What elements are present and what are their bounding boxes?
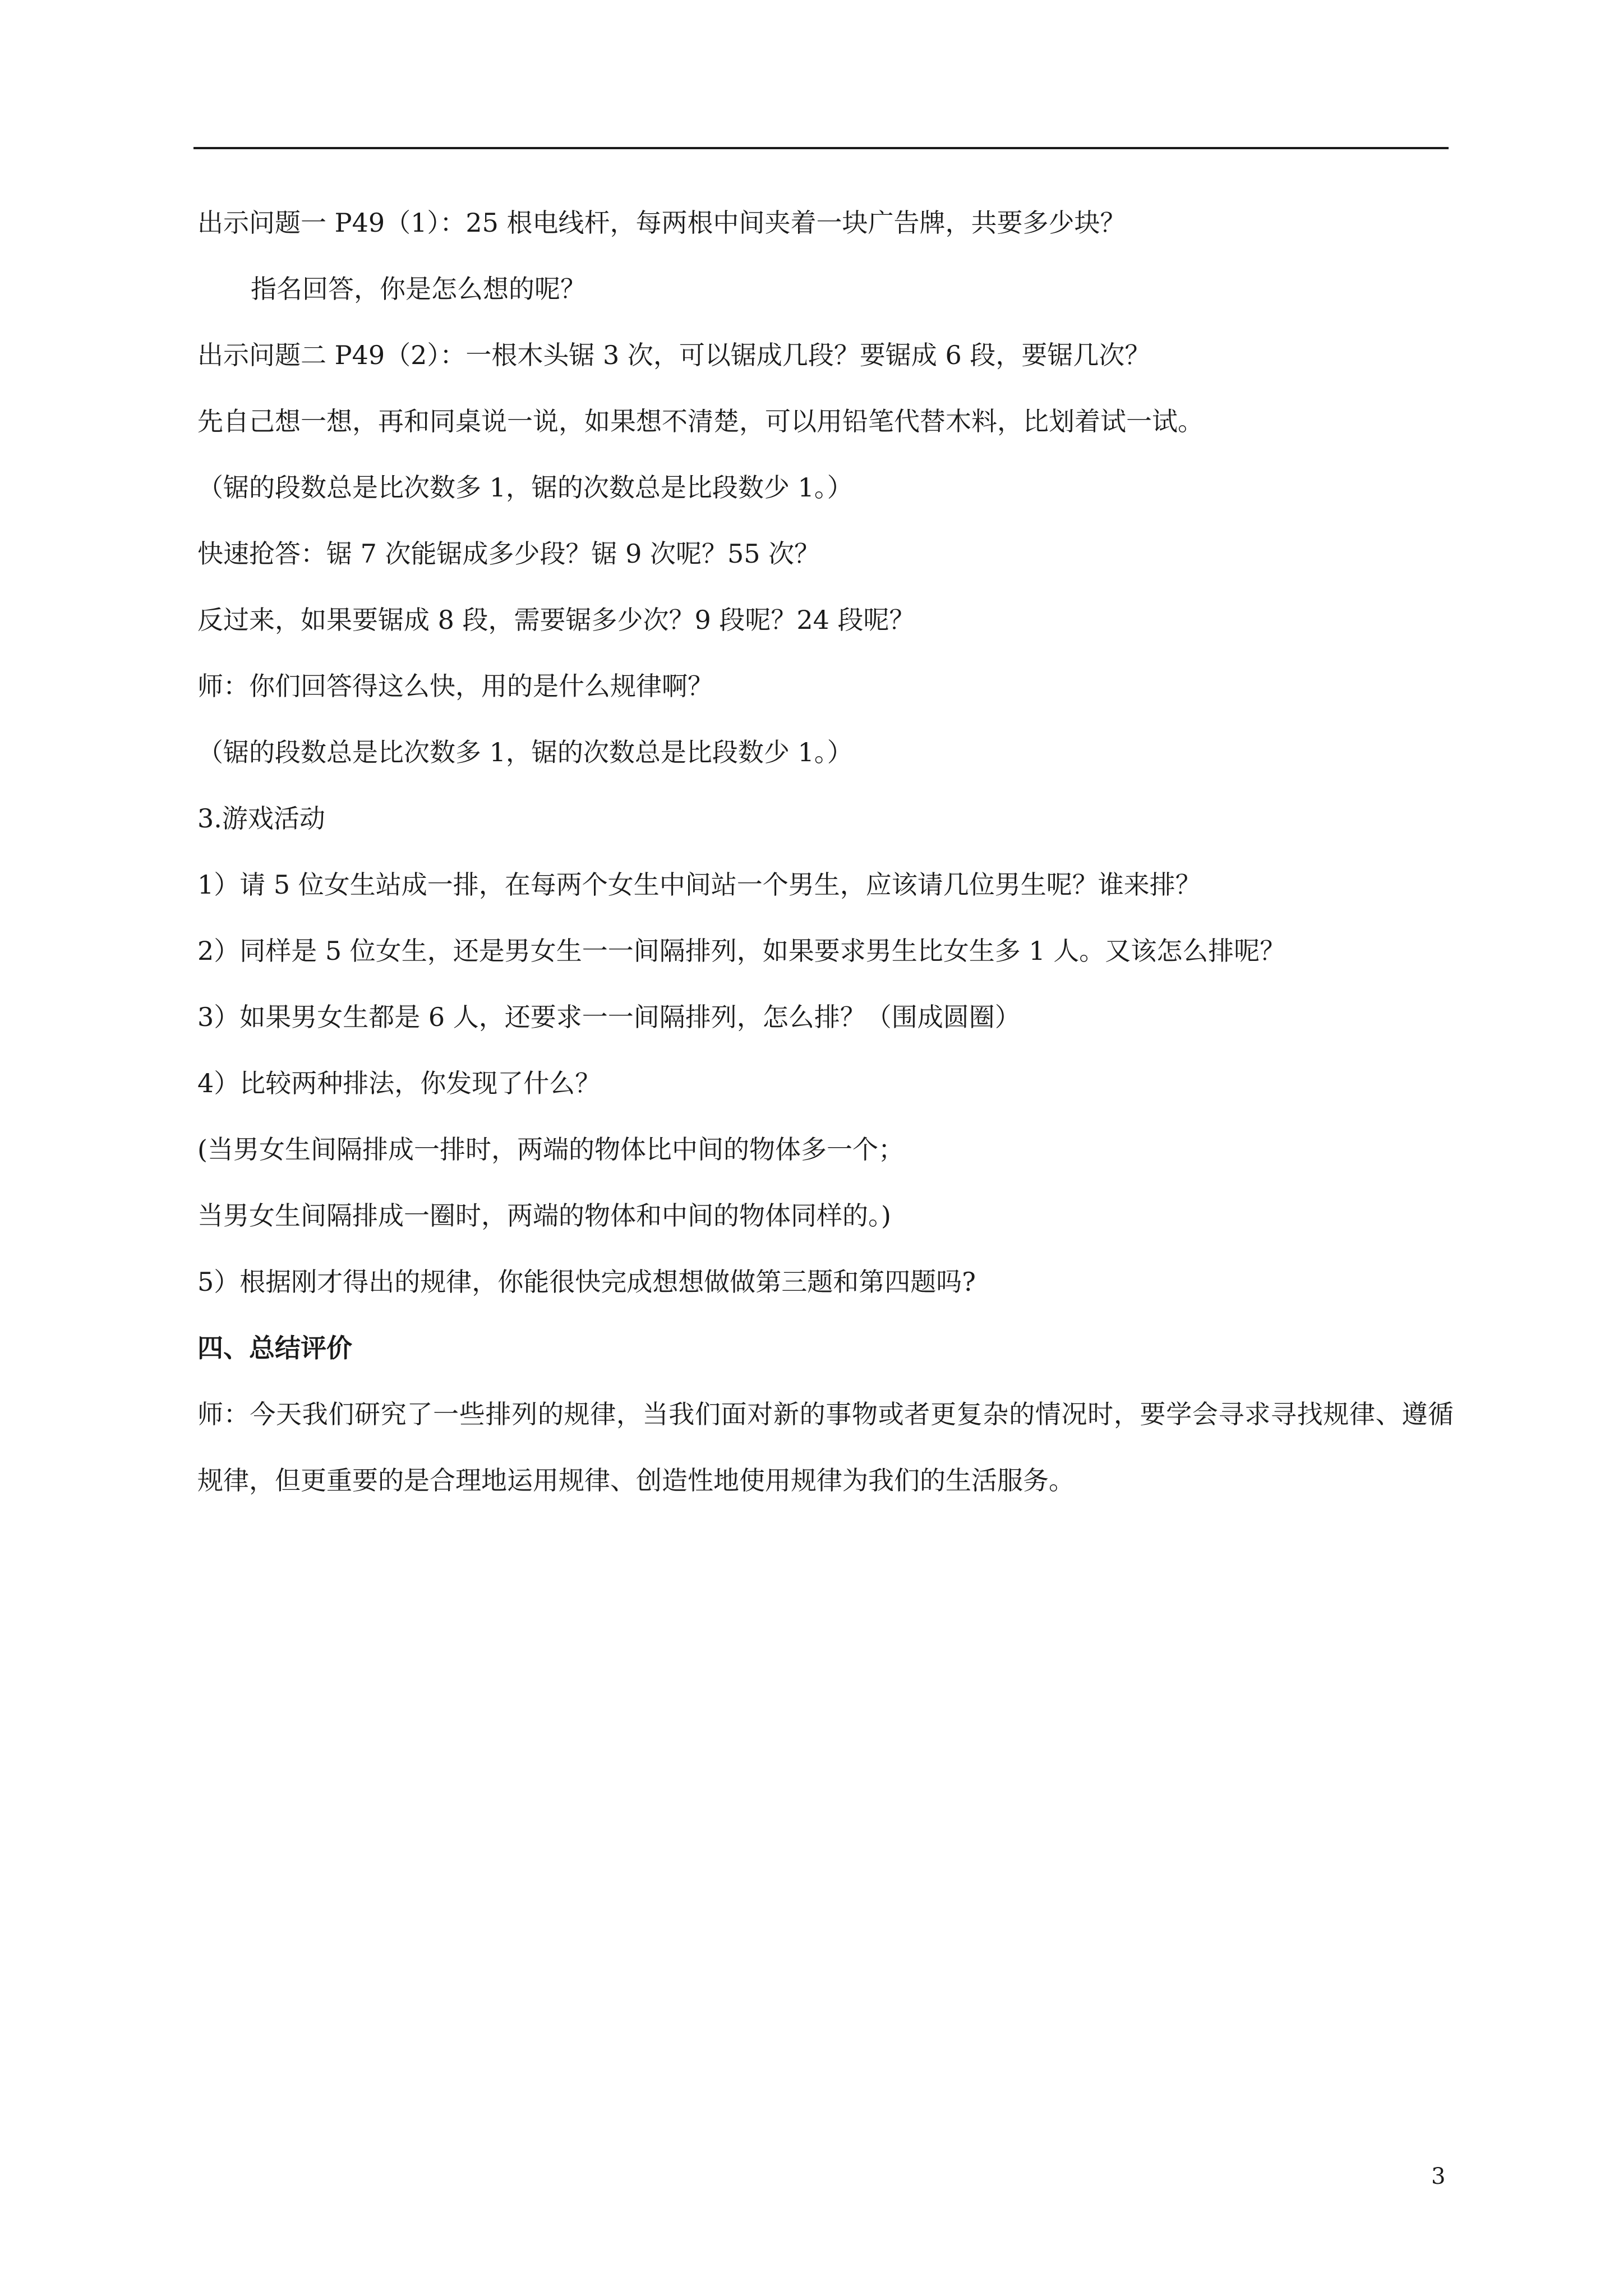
text-line-reverse: 反过来，如果要锯成 8 段，需要锯多少次？9 段呢？24 段呢？ <box>197 605 915 635</box>
text-line-prompt: 指名回答，你是怎么想的呢？ <box>251 274 586 304</box>
text-line-problem-1: 出示问题一 P49（1）：25 根电线杆，每两根中间夹着一块广告牌，共要多少块？ <box>197 208 1126 238</box>
text-line-observation-1: (当男女生间隔排成一排时，两端的物体比中间的物体多一个； <box>197 1134 904 1165</box>
closing-paragraph: 师：今天我们研究了一些排列的规律，当我们面对新的事物或者更复杂的情况时，要学会寻求寻找规律、遵循规律，但更重要的是合理地运用规律、创造性地使用规律为我们的生活服务。 <box>197 1399 1454 1496</box>
header-rule <box>193 147 1449 149</box>
text-line-rule: （锯的段数总是比次数多 1，锯的次数总是比段数少 1。） <box>197 472 853 503</box>
text-line-game-3: 3）如果男女生都是 6 人，还要求一一间隔排列，怎么排？（围成圆圈） <box>197 1002 1021 1032</box>
text-line-problem-2: 出示问题二 P49（2）：一根木头锯 3 次，可以锯成几段？要锯成 6 段，要锯几次？ <box>197 340 1151 370</box>
text-line-game-4: 4）比较两种排法，你发现了什么？ <box>197 1068 601 1098</box>
text-line-instruction: 先自己想一想，再和同桌说一说，如果想不清楚，可以用铅笔代替木料，比划着试一试。 <box>197 406 1204 436</box>
page-number: 3 <box>1431 2164 1446 2189</box>
text-line-teacher-question: 师：你们回答得这么快，用的是什么规律啊？ <box>197 671 713 701</box>
document-body <box>197 206 1454 1513</box>
text-line-observation-2: 当男女生间隔排成一圈时，两端的物体和中间的物体同样的。) <box>197 1200 891 1231</box>
text-line-quick-answer: 快速抢答：锯 7 次能锯成多少段？锯 9 次呢？55 次？ <box>197 539 820 569</box>
text-line-game-heading: 3.游戏活动 <box>197 803 325 834</box>
text-line-game-2: 2）同样是 5 位女生，还是男女生一一间隔排列，如果要求男生比女生多 1 人。又该怎么排呢？ <box>197 936 1286 966</box>
text-line-rule-repeat: （锯的段数总是比次数多 1，锯的次数总是比段数少 1。） <box>197 737 853 767</box>
section-heading: 四、总结评价 <box>197 1333 352 1363</box>
text-line-game-1: 1）请 5 位女生站成一排，在每两个女生中间站一个男生，应该请几位男生呢？谁来排？ <box>197 869 1201 900</box>
text-line-game-5: 5）根据刚才得出的规律，你能很快完成想想做做第三题和第四题吗? <box>197 1267 976 1297</box>
